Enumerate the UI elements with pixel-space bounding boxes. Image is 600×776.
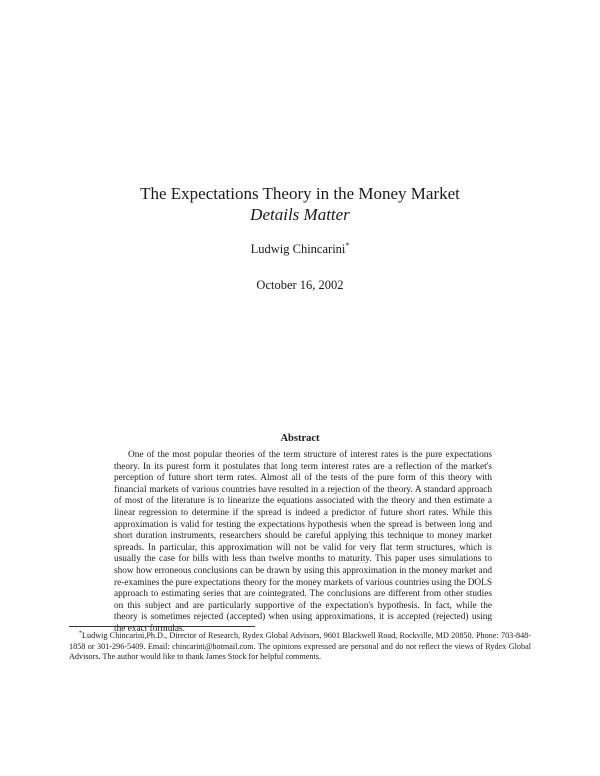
paper-title: The Expectations Theory in the Money Market	[140, 184, 460, 203]
author-footnote-marker: *	[345, 240, 350, 250]
author-line	[0, 241, 600, 257]
paper-date: October 16, 2002	[256, 278, 344, 292]
paper-subtitle: Details Matter	[250, 205, 350, 224]
abstract-body: One of the most popular theories of the term structure of interest rates is the pure expectations theory. In its purest form it postulates that long term interest rates are a reflection of the market's perception of future short term rates. Almost all of the tests of the pure form of this theory with financial markets of various countries have resulted in a rejection of the theory. A standard approach of most of the literature is to linearize the equations associated with the theory and then estimate a linear regression to determine if the spread is indeed a predictor of future short rates. While this approximation is valid for testing the expectations hypothesis when the spread is between long and short duration instruments, researchers should be careful applying this technique to money market spreads. In particular, this approximation will not be valid for very flat term structures, which is usually the case for bills with less than twelve months to maturity. This paper uses simulations to show how erroneous conclusions can be drawn by using this approximation in the money market and re-examines the pure expectations theory for the money markets of various countries using the DOLS approach to estimating series that are cointegrated. The conclusions are different from other studies on this subject and are particularly supportive of the expectation's hypothesis. In fact, while the theory is sometimes rejected (accepted) when using approximations, it is accepted (rejected) using the exact formulas.	[114, 450, 492, 634]
footnote-text: Ludwig Chincarini,Ph.D., Director of Research, Rydex Global Advisors, 9601 Blackwell Road, Rockville, MD 20850. Phone: 703-848-1858 or 301-296-5409. Email: chincarini@hotmail.com. The opinions expressed are personal and do not reflect the views of Rydex Global Advisors. The author would like to thank James Stock for helpful comments.	[69, 631, 531, 662]
footnote	[69, 631, 531, 663]
footnote-marker: *	[79, 630, 82, 637]
abstract-heading: Abstract	[280, 433, 320, 444]
footnote-rule	[69, 626, 255, 627]
author-name: Ludwig Chincarini	[250, 242, 346, 256]
